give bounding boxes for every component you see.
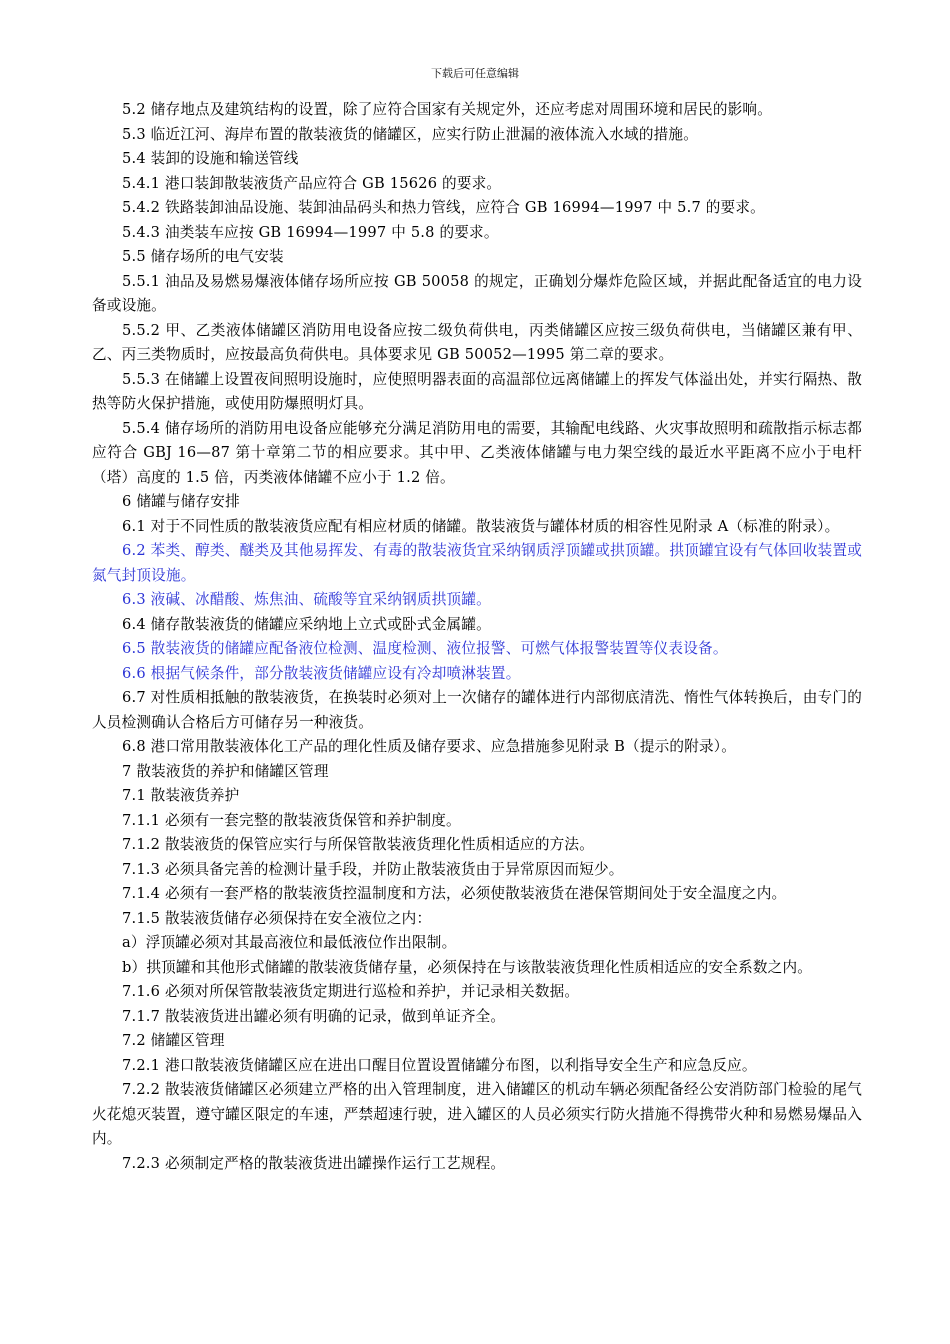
paragraph-5-3: 5.3 临近江河、海岸布置的散装液货的储罐区，应实行防止泄漏的液体流入水域的措施。 — [122, 125, 699, 143]
paragraph-7-1-7: 7.1.7 散装液货进出罐必须有明确的记录，做到单证齐全。 — [122, 1007, 506, 1025]
paragraph-7-2-2: 7.2.2 散装液货储罐区必须建立严格的出入管理制度，进入储罐区的机动车辆必须配备经公安消防部门检验的尾气火花熄灭装置，遵守罐区限定的车速，严禁超速行驶，进入罐区的人员必须实行防火措施不得携带火种和易燃易爆品入内。 — [92, 1081, 862, 1147]
heading-6: 6 储罐与储存安排 — [122, 493, 240, 510]
paragraph-6-5: 6.5 散装液货的储罐应配备液位检测、温度检测、液位报警、可燃气体报警装置等仪表设备。 — [122, 640, 728, 657]
paragraph-6-2: 6.2 苯类、醇类、醚类及其他易挥发、有毒的散装液货宜采纳钢质浮顶罐或拱顶罐。拱顶罐宜设有气体回收装置或氮气封顶设施。 — [92, 542, 862, 584]
paragraph-6-4: 6.4 储存散装液货的储罐应采纳地上立式或卧式金属罐。 — [122, 615, 491, 633]
paragraph-7-1-1: 7.1.1 必须有一套完整的散装液货保管和养护制度。 — [122, 811, 461, 829]
heading-7-2: 7.2 储罐区管理 — [122, 1032, 225, 1049]
paragraph-6-1: 6.1 对于不同性质的散装液货应配有相应材质的储罐。散装液货与罐体材质的相容性见附录 A（标准的附录）。 — [122, 517, 840, 535]
paragraph-7-1-6: 7.1.6 必须对所保管散装液货定期进行巡检和养护，并记录相关数据。 — [122, 983, 580, 1000]
paragraph-5-4-2: 5.4.2 铁路装卸油品设施、装卸油品码头和热力管线，应符合 GB 16994—1997 中 5.7 的要求。 — [122, 199, 765, 216]
page-header: 下载后可任意编辑 — [431, 67, 519, 80]
paragraph-7-1-4: 7.1.4 必须有一套严格的散装液货控温制度和方法，必须使散装液货在港保管期间处于安全温度之内。 — [122, 885, 787, 902]
paragraph-5-2: 5.2 储存地点及建筑结构的设置，除了应符合国家有关规定外，还应考虑对周围环境和居民的影响。 — [122, 101, 772, 118]
paragraph-5-5-2: 5.5.2 甲、乙类液体储罐区消防用电设备应按二级负荷供电，丙类储罐区应按三级负荷供电，当储罐区兼有甲、乙、丙三类物质时，应按最高负荷供电。具体要求见 GB 50052—1995 第二章的要求。 — [92, 321, 862, 363]
heading-7: 7 散装液货的养护和储罐区管理 — [122, 762, 329, 780]
paragraph-7-1-2: 7.1.2 散装液货的保管应实行与所保管散装液货理化性质相适应的方法。 — [122, 836, 594, 853]
heading-5-5: 5.5 储存场所的电气安装 — [122, 248, 284, 265]
heading-5-4: 5.4 装卸的设施和输送管线 — [122, 150, 299, 167]
paragraph-6-7: 6.7 对性质相抵触的散装液货，在换装时必须对上一次储存的罐体进行内部彻底清洗、惰性气体转换后，由专门的人员检测确认合格后方可储存另一种液货。 — [92, 689, 862, 731]
paragraph-7-1-5: 7.1.5 散装液货储存必须保持在安全液位之内： — [122, 909, 432, 927]
paragraph-6-8: 6.8 港口常用散装液体化工产品的理化性质及储存要求、应急措施参见附录 B（提示的附录）。 — [122, 738, 737, 755]
document-body — [92, 98, 862, 1176]
paragraph-7-1-5-b: b）拱顶罐和其他形式储罐的散装液货储存量，必须保持在与该散装液货理化性质相适应的安全系数之内。 — [122, 958, 813, 976]
paragraph-5-4-1: 5.4.1 港口装卸散装液货产品应符合 GB 15626 的要求。 — [122, 174, 502, 192]
paragraph-5-5-4: 5.5.4 储存场所的消防用电设备应能够充分满足消防用电的需要，其输配电线路、火灾事故照明和疏散指示标志都应符合 GBJ 16—87 第十章第二节的相应要求。其中甲、乙类液体储罐与电力架空线的最近水平距离不应小于电杆（塔）高度的 1.5 倍，丙类液体储罐不应小于 1.2 倍。 — [92, 419, 862, 486]
paragraph-7-2-3: 7.2.3 必须制定严格的散装液货进出罐操作运行工艺规程。 — [122, 1154, 506, 1172]
paragraph-5-4-3: 5.4.3 油类装车应按 GB 16994—1997 中 5.8 的要求。 — [122, 223, 499, 241]
paragraph-7-1-5-a: a）浮顶罐必须对其最高液位和最低液位作出限制。 — [122, 934, 457, 951]
paragraph-7-2-1: 7.2.1 港口散装液货储罐区应在进出口醒目位置设置储罐分布图，以利指导安全生产和应急反应。 — [122, 1056, 757, 1074]
paragraph-5-5-3: 5.5.3 在储罐上设置夜间照明设施时，应使照明器表面的高温部位远离储罐上的挥发气体溢出处，并实行隔热、散热等防火保护措施，或使用防爆照明灯具。 — [92, 370, 862, 412]
paragraph-5-5-1: 5.5.1 油品及易燃易爆液体储存场所应按 GB 50058 的规定，正确划分爆炸危险区域，并据此配备适宜的电力设备或设施。 — [92, 272, 862, 314]
paragraph-6-6: 6.6 根据气候条件，部分散装液货储罐应设有冷却喷淋装置。 — [122, 664, 521, 682]
heading-7-1: 7.1 散装液货养护 — [122, 787, 240, 804]
paragraph-6-3: 6.3 液碱、冰醋酸、炼焦油、硫酸等宜采纳钢质拱顶罐。 — [122, 591, 491, 608]
paragraph-7-1-3: 7.1.3 必须具备完善的检测计量手段，并防止散装液货由于异常原因而短少。 — [122, 860, 624, 878]
